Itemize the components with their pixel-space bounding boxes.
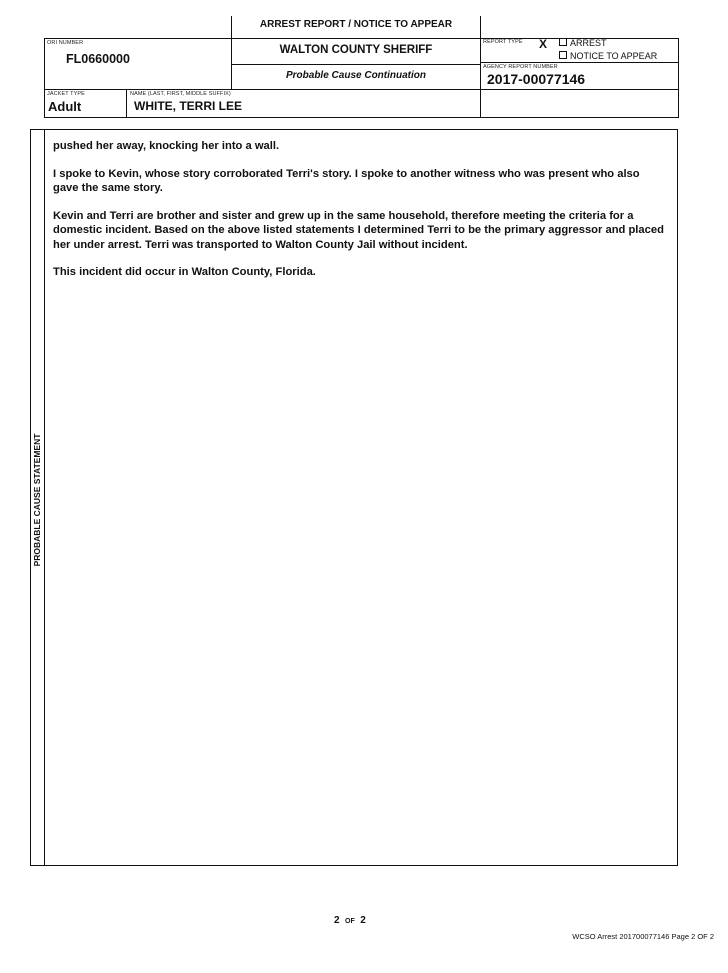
- statement-paragraph: pushed her away, knocking her into a wall.: [53, 140, 280, 152]
- report-type-option-nta: [559, 51, 657, 61]
- report-type-option-arrest: [559, 38, 607, 48]
- checkbox-icon: [559, 38, 567, 46]
- document-reference: WCSO Arrest 201700077146 Page 2 OF 2: [572, 932, 714, 941]
- statement-side-label: PROBABLE CAUSE STATEMENT: [32, 433, 42, 567]
- page-total: 2: [360, 915, 366, 926]
- agency-report-label: AGENCY REPORT NUMBER: [483, 64, 558, 70]
- jacket-type-label: JACKET TYPE: [47, 91, 85, 97]
- option-label: ARREST: [570, 38, 607, 48]
- report-type-label: REPORT TYPE: [483, 39, 523, 45]
- ori-number-label: ORI NUMBER: [47, 40, 84, 46]
- ori-number-value: FL0660000: [66, 52, 130, 66]
- statement-paragraph: This incident did occur in Walton County, Florida.: [53, 266, 316, 278]
- checkbox-icon: [559, 51, 567, 59]
- agency-name: WALTON COUNTY SHERIFF: [279, 44, 433, 56]
- name-value: WHITE, TERRI LEE: [134, 99, 242, 113]
- form-subtitle: Probable Cause Continuation: [285, 70, 426, 81]
- option-label: NOTICE TO APPEAR: [570, 51, 658, 61]
- statement-paragraph: I spoke to Kevin, whose story corroborated Terri's story. I spoke to another witness who was present who also gave the same story.: [53, 167, 640, 194]
- page-of: OF: [345, 918, 355, 925]
- jacket-type-value: Adult: [48, 99, 82, 114]
- statement-paragraph: Kevin and Terri are brother and sister and grew up in the same household, therefore meeting the criteria for a domestic incident. Based on the above listed statements I determined Terri to be the primary aggressor and placed her under arrest. Terri was transported to Walton County Jail without incident.: [53, 209, 664, 251]
- form-title: ARREST REPORT / NOTICE TO APPEAR: [259, 19, 453, 30]
- report-type-mark: X: [539, 37, 548, 51]
- page-number: 2: [334, 915, 340, 926]
- agency-report-value: 2017-00077146: [487, 71, 586, 87]
- page-indicator: [334, 910, 366, 928]
- name-label: NAME (LAST, FIRST, MIDDLE SUFFIX): [130, 91, 231, 97]
- statement-narrative: [53, 139, 665, 293]
